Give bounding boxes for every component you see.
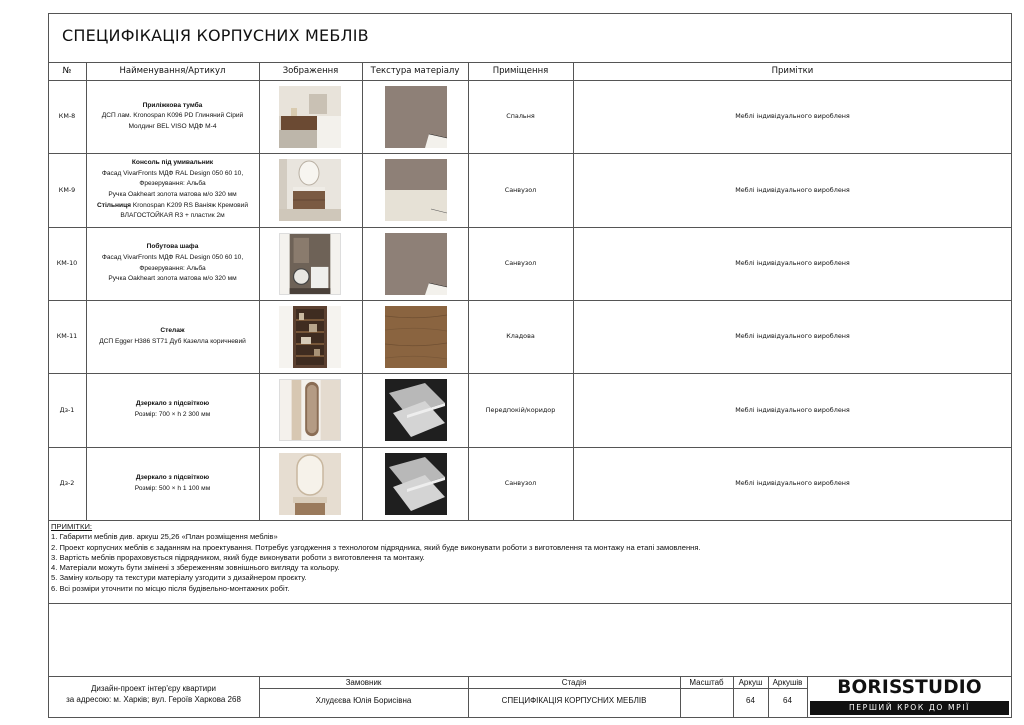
logo-tagline-bar: [810, 701, 1009, 715]
row-room: Санвузол: [504, 185, 537, 194]
item-spec: Ручка Oakheart золота матова м/о 320 мм: [108, 275, 237, 283]
logo-tagline: ПЕРШИЙ КРОК ДО МРІЇ: [848, 703, 971, 712]
wood-texture-swatch: [385, 306, 447, 368]
vanity-photo: [279, 159, 341, 221]
note-item: 5. Заміну кольору та текстури матеріалу узгодити з дизайнером проєкту.: [51, 573, 307, 583]
header-image: Зображення: [282, 66, 339, 76]
texture-fill: [385, 159, 447, 190]
item-spec: Молдинг BEL VISO МДФ М-4: [128, 122, 217, 130]
header-notes: Примітки: [771, 66, 814, 76]
row-note: Меблі індивідуального виробленя: [735, 479, 850, 488]
note-item: 2. Проект корпусних меблів є заданням на проектування. Потребує узгодження з технологом підрядника, який буде виконувати роботи з виготовлення та монтажу на етапі замовлення.: [51, 542, 701, 552]
note-item: 1. Габарити меблів див. аркуш 25,26 «План розміщення меблів»: [51, 532, 278, 542]
row-code: КМ-8: [58, 112, 76, 121]
row-note: Меблі індивідуального виробленя: [735, 185, 850, 194]
item-title: Приліжкова тумба: [142, 101, 203, 109]
mirror-glass-swatch: [385, 379, 447, 441]
row-name: [86, 447, 259, 520]
borisstudio-logo: [807, 676, 1012, 718]
item-title: Дзеркало з підсвіткою: [135, 473, 210, 481]
customer-label: Замовник: [345, 678, 382, 687]
item-title: Консоль під умивальник: [131, 159, 214, 167]
project-description: [48, 683, 259, 705]
texture-fill: [385, 306, 447, 368]
column-divider: [259, 62, 260, 520]
row-name: [86, 300, 259, 373]
sheet-label: Аркуш: [738, 678, 763, 687]
header-texture: Текстура матеріалу: [370, 66, 460, 76]
customer-value: Хлудєєва Юлія Борисівна: [315, 696, 412, 705]
shelving-photo: [279, 306, 341, 368]
utility-cabinet-photo: [279, 233, 341, 295]
row-room: Санвузол: [504, 259, 537, 268]
sheets-label: Аркушів: [772, 678, 803, 687]
item-spec: Фрезерування: Альба: [139, 180, 206, 188]
item-spec: ДСП лам. Kronospan K096 PD Глиняний Сірий: [101, 112, 244, 120]
item-spec: Фасад VivarFronts МДФ RAL Design 050 60 10,: [101, 253, 244, 261]
row-room: Спальня: [506, 112, 535, 121]
item-spec-label: Стільниця: [96, 201, 131, 209]
scale-label: Масштаб: [689, 678, 724, 687]
item-spec: Ручка Oakheart золота матова м/о 320 мм: [108, 191, 237, 198]
stage-value: СПЕЦИФІКАЦІЯ КОРПУСНИХ МЕБЛІВ: [501, 696, 647, 705]
notes-heading: ПРИМІТКИ:: [51, 522, 93, 531]
row-name: [86, 373, 259, 447]
logo-wordmark: BORISSTUDIO: [837, 677, 982, 698]
mirror-photo: [279, 379, 341, 441]
row-room: Санвузол: [504, 479, 537, 488]
item-spec: ДСП Egger H386 ST71 Дуб Казелла коричневий: [99, 337, 246, 345]
row-note: Меблі індивідуального виробленя: [735, 112, 850, 121]
item-title: Побутова шафа: [146, 243, 199, 251]
item-spec: Фрезерування: Альба: [139, 264, 206, 272]
table-border-bottom: [48, 520, 1012, 521]
stage-label: Стадія: [561, 678, 587, 687]
row-name: [86, 80, 259, 153]
row-code: КМ-11: [56, 332, 78, 341]
project-line: Дизайн-проект інтер'єру квартири: [90, 684, 216, 693]
header-name: Найменування/Артикул: [119, 66, 226, 76]
item-title: Дзеркало з підсвіткою: [135, 400, 210, 408]
notes-divider: [48, 603, 1012, 604]
mirror-photo: [279, 453, 341, 515]
project-address: за адресою: м. Харків; вул. Героїв Харкова 268: [66, 695, 241, 704]
sheet-number: 64: [746, 696, 755, 705]
note-item: 6. Всі розміри уточнити по місцю після будівельно-монтажних робіт.: [51, 583, 290, 593]
column-divider: [362, 62, 363, 520]
texture-fill-secondary: [385, 190, 447, 221]
header-num: №: [62, 66, 72, 76]
row-code: КМ-10: [56, 259, 78, 268]
row-note: Меблі індивідуального виробленя: [735, 332, 850, 341]
nightstand-photo: [279, 86, 341, 148]
row-name: [86, 153, 259, 227]
header-room: Приміщення: [492, 66, 549, 76]
item-spec: Фасад VivarFronts МДФ RAL Design 050 60 10,: [101, 169, 244, 177]
note-item: 4. Матеріали можуть бути змінені з збереженням зовнішнього вигляду та кольору.: [51, 563, 340, 573]
page-title: СПЕЦИФІКАЦІЯ КОРПУСНИХ МЕБЛІВ: [62, 26, 369, 45]
mirror-glass-swatch: [385, 453, 447, 515]
row-name: [86, 227, 259, 300]
notes-section: [51, 522, 701, 594]
row-code: Дз-2: [59, 479, 75, 488]
item-spec: Розмір: 500 × h 1 100 мм: [134, 484, 211, 492]
title-block-label-divider: [259, 688, 807, 689]
texture-swatch: [385, 233, 447, 295]
sheets-total: 64: [783, 696, 792, 705]
row-code: Дз-1: [59, 405, 75, 414]
item-spec: Розмір: 700 × h 2 300 мм: [134, 411, 211, 418]
row-note: Меблі індивідуального виробленя: [735, 405, 850, 414]
row-room: Кладова: [506, 332, 535, 341]
texture-swatch-duo: [385, 159, 447, 221]
row-code: КМ-9: [58, 185, 76, 194]
note-item: 3. Вартість меблів прораховується підрядником, який буде виконувати роботи з виготовлення та монтажу.: [51, 552, 425, 562]
item-spec: Kronospan K209 RS Ваніяж Кремовий: [131, 201, 249, 209]
row-room: Передпокій/коридор: [485, 405, 556, 414]
texture-swatch: [385, 86, 447, 148]
row-note: Меблі індивідуального виробленя: [735, 259, 850, 268]
item-spec: ВЛАГОСТОЙКАЯ R3 + пластик 2м: [120, 212, 225, 220]
item-title: Стелаж: [160, 326, 185, 334]
